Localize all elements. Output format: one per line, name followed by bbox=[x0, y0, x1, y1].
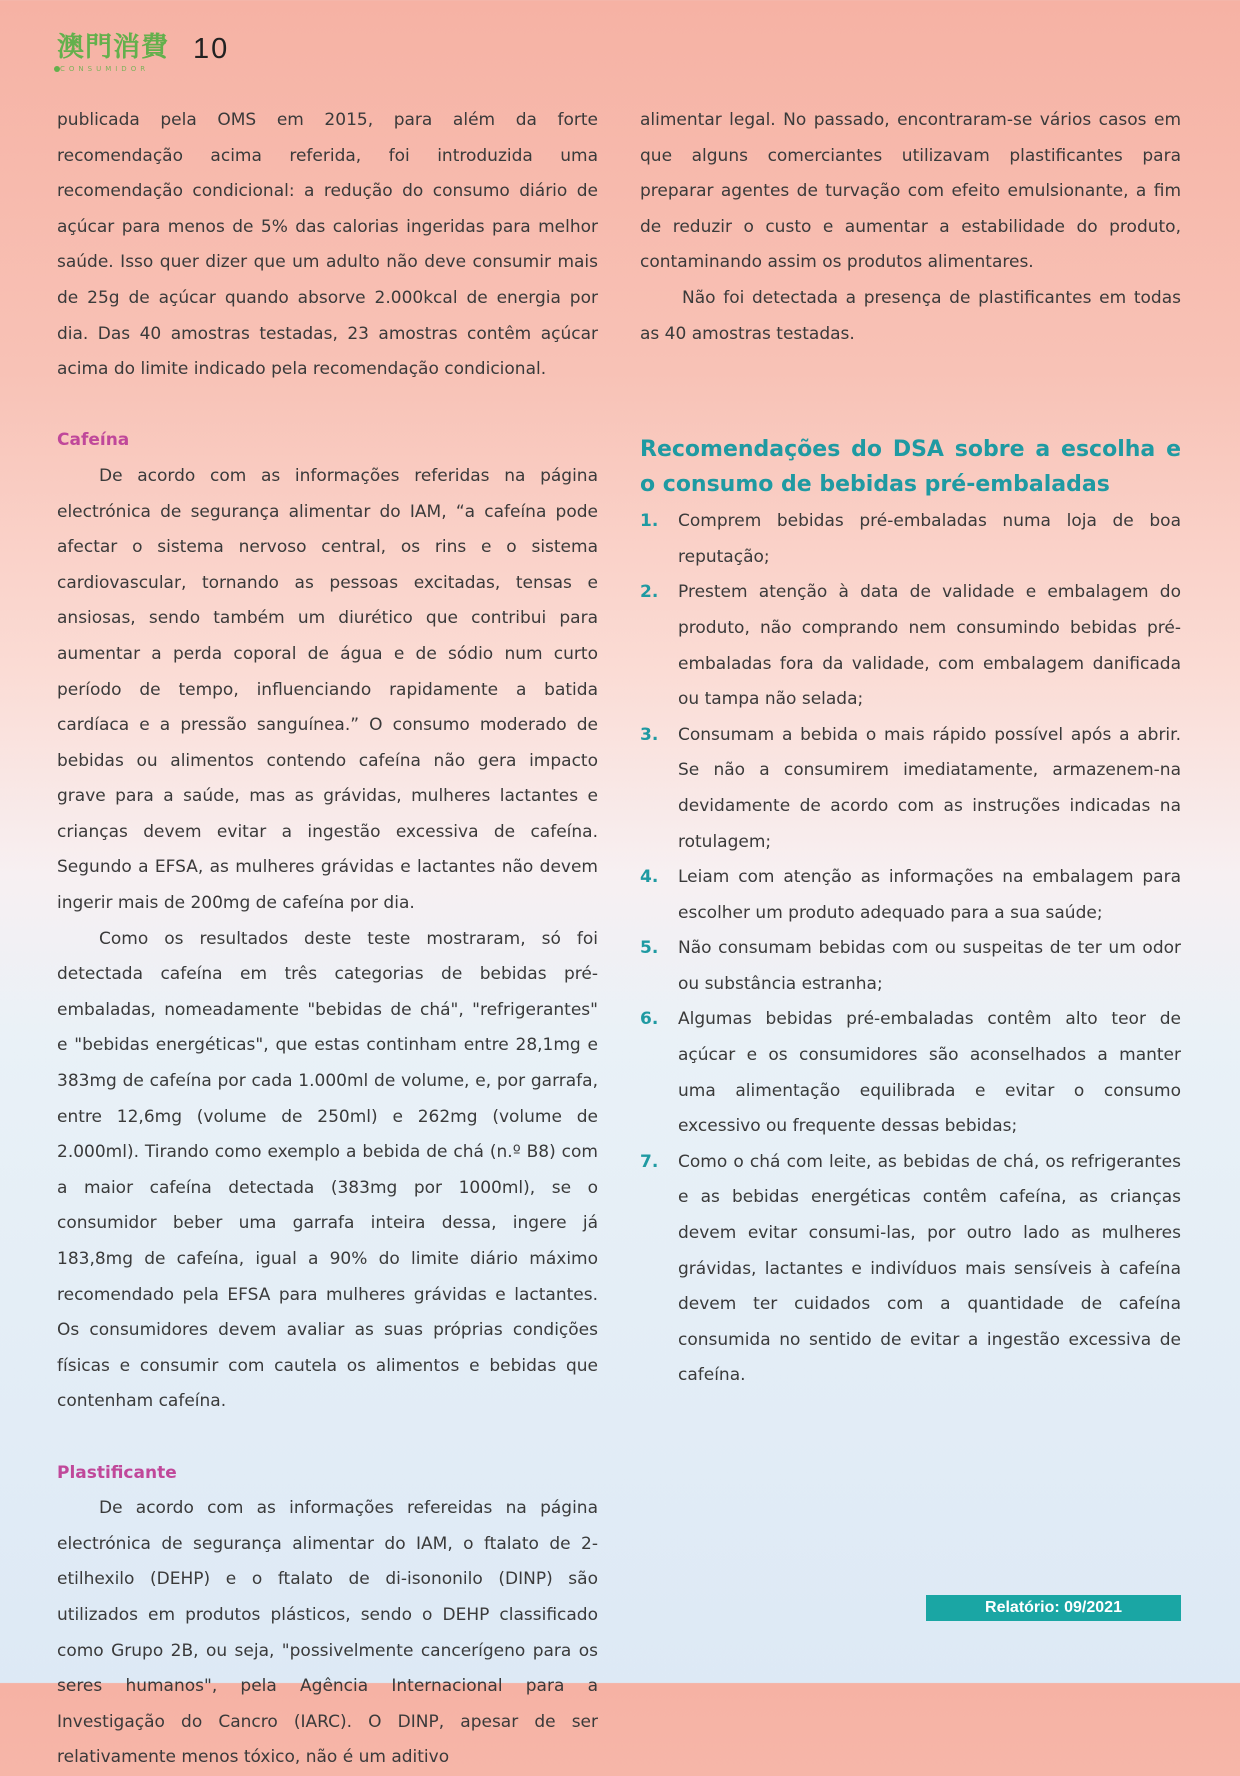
left-column bbox=[57, 103, 598, 1776]
cafeina-paragraph-2: Como os resultados deste teste mostraram, só foi detectada cafeína em três categorias de bebidas pré-embaladas, nomeadamente "bebidas de chá", "refrigerantes" e "bebidas energéticas", que estas continham entre 28,1mg e 383mg de cafeína por cada 1.000ml de volume, e, por garrafa, entre 12,6mg (volume de 250ml) e 262mg (volume de 2.000ml). Tirando como exemplo a bebida de chá (n.º B8) com a maior cafeína detectada (383mg por 1000ml), se o consumidor beber uma garrafa inteira dessa, ingere já 183,8mg de cafeína, igual a 90% do limite diário máximo recomendado pela EFSA para mulheres grávidas e lactantes. Os consumidores devem avaliar as suas próprias condições físicas e consumir com cautela os alimentos e bebidas que contenham cafeína. bbox=[57, 928, 598, 1412]
list-item-text: Leiam com atenção as informações na embalagem para escolher um produto adequado para a sua saúde; bbox=[678, 867, 1181, 923]
list-item-number: 4. bbox=[640, 867, 659, 888]
list-item-number: 6. bbox=[640, 1009, 659, 1030]
intro-paragraph: publicada pela OMS em 2015, para além da forte recomendação acima referida, foi introduzida uma recomendação condicional: a redução do consumo diário de açúcar para menos de 5% das calorias ingeridas para melhor saúde. Isso quer dizer que um adulto não deve consumir mais de 25g de açúcar quando absorve 2.000kcal de energia por dia. Das 40 amostras testadas, 23 amostras contêm açúcar acima do limite indicado pela recomendação condicional. bbox=[57, 110, 598, 380]
continuation-paragraph-2: Não foi detectada a presença de plastificantes em todas as 40 amostras testadas. bbox=[640, 287, 1181, 344]
list-item-text: Como o chá com leite, as bebidas de chá, os refrigerantes e as bebidas energéticas contêm cafeína, as crianças devem evitar consumi-las, por outro lado as mulheres grávidas, lactantes e indivíduos mais sensíveis à cafeína devem ter cuidados com a quantidade de cafeína consumida no sentido de evitar a ingestão excessiva de cafeína. bbox=[678, 1151, 1181, 1386]
list-item-text: Não consumam bebidas com ou suspeitas de ter um odor ou substância estranha; bbox=[678, 938, 1181, 994]
list-item-number: 2. bbox=[640, 582, 659, 603]
list-item-number: 3. bbox=[640, 724, 659, 745]
list-item-number: 5. bbox=[640, 938, 659, 959]
list-item bbox=[640, 860, 1181, 931]
recommendations-title: Recomendações do DSA sobre a escolha e o consumo de bebidas pré-embaladas bbox=[640, 437, 1181, 498]
list-item-number: 7. bbox=[640, 1151, 659, 1172]
report-badge: Relatório: 09/2021 bbox=[926, 1595, 1181, 1621]
list-item bbox=[640, 931, 1181, 1002]
list-item-text: Prestem atenção à data de validade e embalagem do produto, não comprando nem consumindo bebidas pré-embaladas fora da validade, com embalagem danificada ou tampa não selada; bbox=[678, 582, 1181, 710]
logo-text: 澳門消費 bbox=[57, 32, 169, 63]
list-item-number: 1. bbox=[640, 511, 659, 532]
continuation-paragraph-1: alimentar legal. No passado, encontraram-se vários casos em que alguns comerciantes utilizavam plastificantes para preparar agentes de turvação com efeito emulsionante, a fim de reduzir o custo e aumentar a estabilidade do produto, contaminando assim os produtos alimentares. bbox=[640, 110, 1181, 273]
list-item bbox=[640, 575, 1181, 717]
page-number: 10 bbox=[193, 33, 230, 65]
logo bbox=[57, 33, 177, 77]
recommendations-list bbox=[640, 504, 1181, 1394]
logo-subtext: CONSUMIDOR bbox=[60, 65, 150, 73]
cafeina-paragraph-1: De acordo com as informações referidas na página electrónica de segurança alimentar do IAM, “a cafeína pode afectar o sistema nervoso central, os rins e o sistema cardiovascular, tornando as pessoas excitadas, tensas e ansiosas, sendo também um diurético que contribui para aumentar a perda coporal de água e de sódio num curto período de tempo, influenciando rapidamente a batida cardíaca e a pressão sanguínea.” O consumo moderado de bebidas ou alimentos contendo cafeína não gera impacto grave para a saúde, mas as grávidas, mulheres lactantes e crianças devem evitar a ingestão excessiva de cafeína. Segundo a EFSA, as mulheres grávidas e lactantes não devem ingerir mais de 200mg de cafeína por dia. bbox=[57, 465, 598, 914]
list-item-text: Algumas bebidas pré-embaladas contêm alto teor de açúcar e os consumidores são aconselhados a manter uma alimentação equilibrada e evitar o consumo excessivo ou frequente dessas bebidas; bbox=[678, 1009, 1181, 1137]
right-column bbox=[640, 103, 1181, 1394]
list-item-text: Comprem bebidas pré-embaladas numa loja de boa reputação; bbox=[678, 511, 1181, 567]
list-item bbox=[640, 1145, 1181, 1394]
list-item bbox=[640, 718, 1181, 860]
cafeina-heading: Cafeína bbox=[57, 430, 130, 451]
list-item bbox=[640, 1002, 1181, 1144]
plastificante-heading: Plastificante bbox=[57, 1462, 177, 1483]
list-item-text: Consumam a bebida o mais rápido possível após a abrir. Se não a consumirem imediatamente, armazenem-na devidamente de acordo com as instruções indicadas na rotulagem; bbox=[678, 724, 1181, 852]
plastificante-paragraph-1: De acordo com as informações refereidas na página electrónica de segurança alimentar do IAM, o ftalato de 2-etilhexilo (DEHP) e o ftalato de di-isononilo (DINP) são utilizados em produtos plásticos, sendo o DEHP classificado como Grupo 2B, ou seja, "possivelmente cancerígeno para os seres humanos", pela Agência Internacional para a Investigação do Cancro (IARC). O DINP, apesar de ser relativamente menos tóxico, não é um aditivo bbox=[57, 1498, 598, 1768]
list-item bbox=[640, 504, 1181, 575]
